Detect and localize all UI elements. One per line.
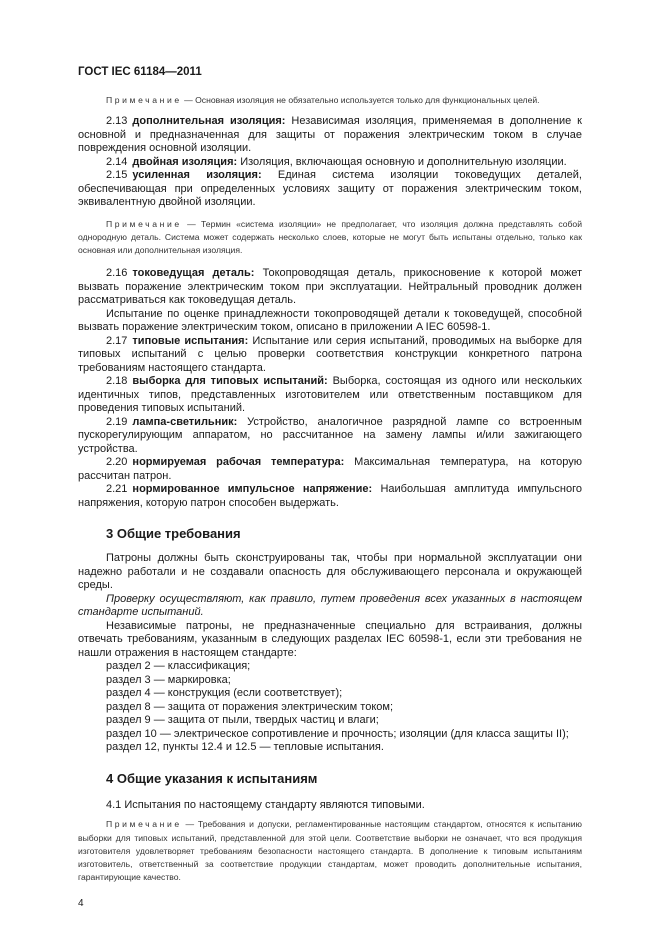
clause-number: 2.16: [106, 267, 128, 280]
definition-2-13: [78, 115, 582, 156]
definition-text: Устройство, аналогичное разрядной лампе со встроенным пускорегулирующим аппаратом, но рассчитанное на замену лампы и/или зажигающего устройства.: [78, 415, 582, 455]
definition-text: Выборка, состоящая из одного или нескольких идентичных типов, представленных изготовителем или ответственным поставщиком для проведения типовых испытаний.: [78, 375, 582, 415]
definition-2-20: [78, 456, 582, 483]
note-1: [78, 94, 582, 107]
note-3: [78, 818, 582, 884]
note-text: — Основная изоляция не обязательно используется только для функциональных целей.: [184, 95, 540, 105]
definition-2-15: [78, 169, 582, 210]
note-label: Примечание: [106, 95, 182, 105]
list-item: раздел 10 — электрическое сопротивление и прочность; изоляции (для класса защиты II);: [106, 727, 569, 740]
term: токоведущая деталь:: [132, 267, 255, 280]
definition-text: Независимая изоляция, применяемая в дополнение к основной и предназначенная для защиты от поражения электрическим током в случае повреждения основной изоляции.: [78, 115, 582, 155]
definition-2-21: [78, 483, 582, 510]
note-text: — Требования и допуски, регламентированные настоящим стандартом, относятся к испытанию выборки для типовых испытаний, представленной для этой цели. Соответствие выборки не означает, что вся продукция изготовителя удовлетворяет требованиям безопасности настоящего стандарта. В дополнение к типовым испытаниям изготовитель, ответственный за соответствие продукции стандартам, может проводить дополнительные испытания, гарантирующие качество.: [78, 819, 582, 883]
page-number: 4: [78, 898, 84, 910]
definition-text: Токопроводящая деталь, прикосновение к которой может вызвать поражение электрическим током при эксплуатации. Нейтральный проводник должен рассматриваться как токоведущая деталь.: [78, 267, 582, 307]
definition-2-14: [78, 156, 582, 170]
term: двойная изоляция:: [132, 155, 238, 168]
note-label: Примечание: [106, 218, 182, 229]
document-page: [78, 0, 582, 930]
paragraph: Патроны должны быть сконструированы так, чтобы при нормальной эксплуатации они надежно работали и не создавали опасность для обслуживающего персонала и окружающей среды.: [78, 552, 582, 592]
definition-2-16: [78, 267, 582, 308]
paragraph: Испытание по оценке принадлежности токопроводящей детали к токоведущей, способной вызвать поражение электрическим током, описано в приложении A IEC 60598-1.: [78, 307, 582, 334]
definition-text: Наибольшая амплитуда импульсного напряжения, которую патрон способен выдержать.: [78, 483, 582, 509]
definition-2-17: [78, 335, 582, 376]
definitions-2-13-2-15: [78, 115, 582, 210]
definition-text: Единая система изоляции токоведущих деталей, обеспечивающая при определенных условиях защиту от поражения электрическим током, эквивалентную двойной изоляции.: [78, 169, 582, 209]
list-item: раздел 4 — конструкция (если соответствует);: [106, 687, 343, 700]
definition-2-18: [78, 375, 582, 416]
clause-number: 2.20: [106, 456, 128, 469]
note-text: — Термин «система изоляции» не предполагает, что изоляция должна представлять собой однородную деталь. Система может содержать несколько слоев, которые не могут быть испытаны отдельно, только как основная или дополнительная изоляция.: [78, 218, 582, 256]
list-item: раздел 8 — защита от поражения электрическим током;: [106, 700, 393, 713]
clause-number: 2.21: [106, 483, 128, 496]
clause-number: 2.19: [106, 415, 128, 428]
clause-number: 2.17: [106, 334, 128, 347]
term: дополнительная изоляция:: [132, 115, 286, 128]
section-4-heading: 4 Общие указания к испытаниям: [106, 770, 318, 786]
list-item: раздел 3 — маркировка;: [106, 673, 231, 686]
clause-number: 2.18: [106, 375, 128, 388]
term: нормированное импульсное напряжение:: [132, 483, 373, 496]
list-item: раздел 12, пункты 12.4 и 12.5 — тепловые испытания.: [106, 741, 384, 754]
section-3-heading: 3 Общие требования: [106, 526, 241, 542]
section-list: [78, 660, 582, 755]
term: лампа-светильник:: [132, 415, 238, 428]
list-item: раздел 2 — классификация;: [106, 660, 251, 673]
clause-number: 2.13: [106, 115, 128, 128]
paragraph-italic: Проверку осуществляют, как правило, путем проведения всех указанных в настоящем стандарте испытаний.: [78, 592, 582, 619]
paragraph: Независимые патроны, не предназначенные специально для встраивания, должны отвечать требованиям, указанным в следующих разделах IEC 60598-1, если эти требования не нашли отражения в настоящем стандарте:: [78, 619, 582, 659]
term: усиленная изоляция:: [132, 169, 262, 182]
clause-4-1: 4.1 Испытания по настоящему стандарту являются типовыми.: [106, 798, 425, 811]
note-label: Примечание: [106, 819, 182, 830]
document-header: ГОСТ IEC 61184—2011: [78, 66, 202, 78]
definition-text: Испытание или серия испытаний, проводимых на выборке для типовых испытаний с целью проверки соответствия конструкции конкретного патрона требованиям настоящего стандарта.: [78, 334, 582, 374]
term: выборка для типовых испытаний:: [132, 375, 328, 388]
clause-number: 2.15: [106, 169, 128, 182]
note-2: [78, 218, 582, 258]
definition-text: Изоляция, включающая основную и дополнительную изоляции.: [240, 155, 567, 168]
list-item: раздел 9 — защита от пыли, твердых частиц и влаги;: [106, 714, 379, 727]
term: типовые испытания:: [132, 334, 249, 347]
definition-2-19: [78, 416, 582, 457]
term: нормируемая рабочая температура:: [132, 456, 345, 469]
definition-text: Максимальная температура, на которую рассчитан патрон.: [78, 456, 582, 482]
clause-number: 2.14: [106, 155, 128, 168]
definitions-2-17-2-21: [78, 335, 582, 511]
